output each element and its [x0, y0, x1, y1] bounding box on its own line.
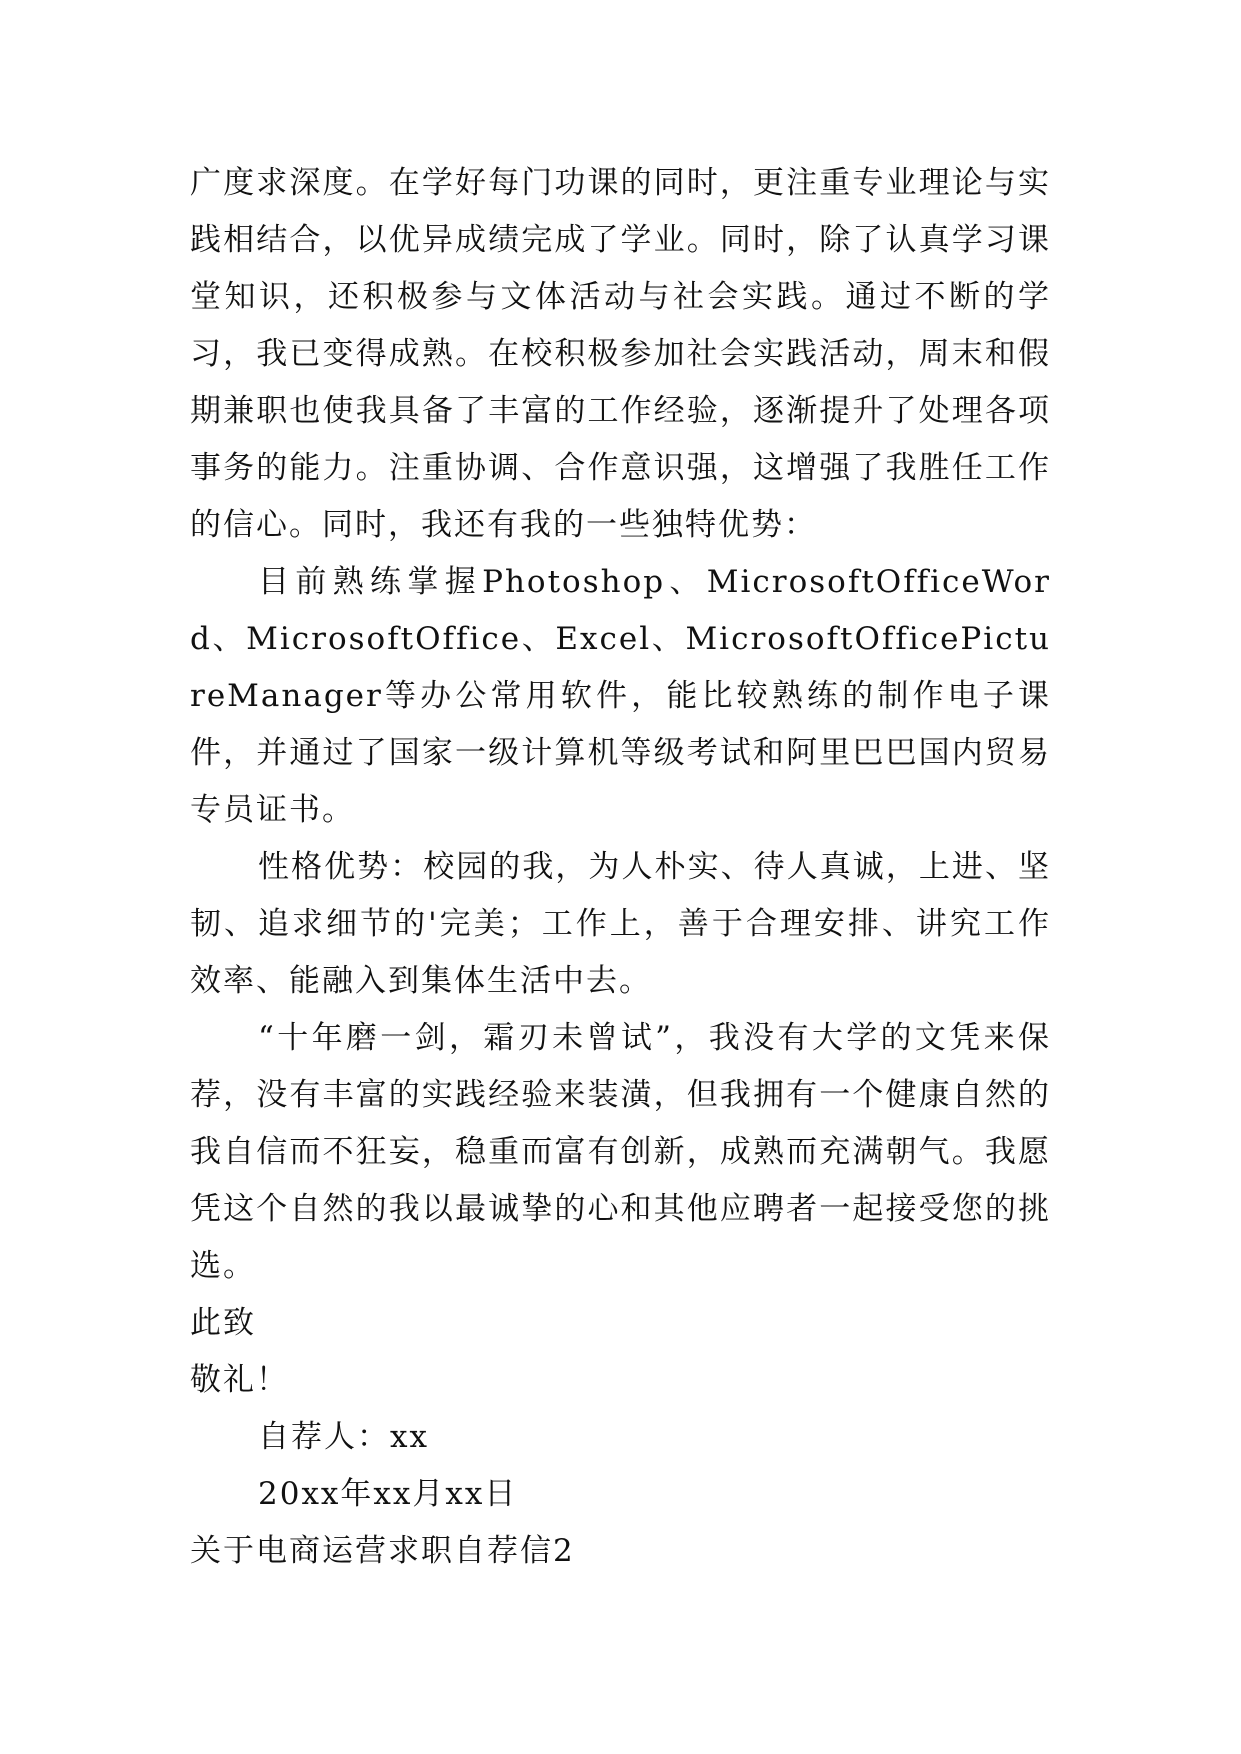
closing-salutation: 此致: [190, 1305, 256, 1341]
paragraph-conclusion: “十年磨一剑，霜刃未曾试”，我没有大学的文凭来保荐，没有丰富的实践经验来装潢，但我拥有一个健康自然的我自信而不狂妄，稳重而富有创新，成熟而充满朝气。我愿凭这个自然的我以最诚挚的心和其他应聘者一起接受您的挑选。: [190, 1020, 1051, 1284]
letter-body: [190, 155, 1051, 1580]
date: 20xx年xx月xx日: [258, 1476, 518, 1512]
closing-regards: 敬礼！: [190, 1362, 289, 1398]
paragraph-personality: 性格优势：校园的我，为人朴实、待人真诚，上进、坚韧、追求细节的'完美；工作上，善于合理安排、讲究工作效率、能融入到集体生活中去。: [190, 849, 1051, 999]
next-section-heading: 关于电商运营求职自荐信2: [190, 1533, 575, 1569]
signature: 自荐人：xx: [258, 1419, 429, 1455]
paragraph-education: 广度求深度。在学好每门功课的同时，更注重专业理论与实践相结合，以优异成绩完成了学业。同时，除了认真学习课堂知识，还积极参与文体活动与社会实践。通过不断的学习，我已变得成熟。在校积极参加社会实践活动，周末和假期兼职也使我具备了丰富的工作经验，逐渐提升了处理各项事务的能力。注重协调、合作意识强，这增强了我胜任工作的信心。同时，我还有我的一些独特优势：: [190, 165, 1051, 543]
paragraph-software-skills: 目前熟练掌握Photoshop、MicrosoftOfficeWord、MicrosoftOffice、Excel、MicrosoftOfficePictureManager等办公常用软件，能比较熟练的制作电子课件，并通过了国家一级计算机等级考试和阿里巴巴国内贸易专员证书。: [190, 564, 1051, 828]
